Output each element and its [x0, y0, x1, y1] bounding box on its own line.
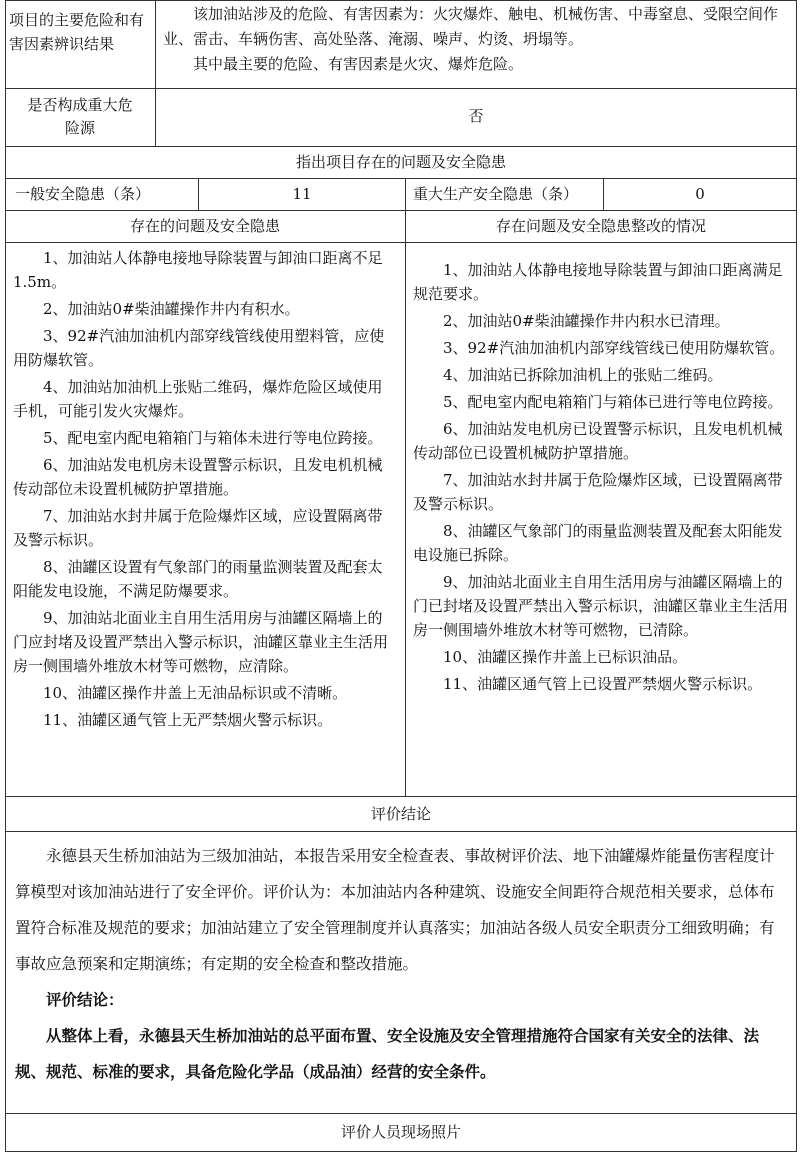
list-item: 9、加油站北面业主自用生活用房与油罐区隔墙上的门应封堵及设置严禁出入警示标识，油罐区靠业主生活用房一侧围墙外堆放木材等可燃物，应清除。: [13, 609, 389, 675]
report-table: [5, 0, 797, 1152]
hazards-label: 项目的主要危险和有害因素辨识结果: [9, 11, 145, 53]
row-divider: [5, 796, 797, 797]
list-item: 11、油罐区通气管上已设置严禁烟火警示标识。: [443, 675, 763, 693]
conclusion-label: 评价结论：: [46, 990, 124, 1009]
list-item: 4、加油站已拆除加油机上的张贴二维码。: [443, 366, 723, 384]
list-item: 2、加油站0#柴油罐操作井内有积水。: [43, 300, 300, 318]
list-item: 3、92#汽油加油机内部穿线管线已使用防爆软管。: [443, 339, 785, 357]
conclusion-final: 从整体上看，永德县天生桥加油站的总平面布置、安全设施及安全管理措施符合国家有关安全的法律、法规、规范、标准的要求，具备危险化学品（成品油）经营的安全条件。: [15, 1026, 760, 1081]
list-item: 11、油罐区通气管上无严禁烟火警示标识。: [43, 711, 333, 729]
list-item: 10、油罐区操作井盖上无油品标识或不清晰。: [43, 684, 348, 702]
list-item: 6、加油站发电机房已设置警示标识，且发电机机械传动部位已设置机械防护罩措施。: [413, 420, 783, 462]
row-divider: [5, 242, 797, 243]
list-item: 2、加油站0#柴油罐操作井内积水已清理。: [443, 312, 730, 330]
list-item: 7、加油站水封井属于危险爆炸区域，已设置隔离带及警示标识。: [413, 471, 783, 513]
list-item: 9、加油站北面业主自用生活用房与油罐区隔墙上的门已封堵及设置严禁出入警示标识，油罐区靠业主生活用房一侧围墙外堆放木材等可燃物，已清除。: [413, 573, 789, 639]
list-item: 1、加油站人体静电接地导除装置与卸油口距离不足1.5m。: [13, 249, 383, 291]
list-item: 3、92#汽油加油机内部穿线管线使用塑料管，应使用防爆软管。: [13, 327, 385, 369]
major-hazard-count-label: 重大生产安全隐患（条）: [413, 185, 579, 203]
major-hazard-count: 0: [695, 185, 705, 203]
list-item: 7、加油站水封井属于危险爆炸区域，应设置隔离带及警示标识。: [13, 507, 383, 549]
issues-header: 指出项目存在的问题及安全隐患: [295, 153, 506, 171]
list-item: 1、加油站人体静电接地导除装置与卸油口距离满足规范要求。: [413, 261, 783, 303]
conclusion-body: [15, 838, 787, 1090]
row-divider: [5, 178, 797, 179]
list-item: 6、加油站发电机房未设置警示标识，且发电机机械传动部位未设置机械防护罩措施。: [13, 456, 383, 498]
table-border: [5, 1151, 797, 1152]
hazards-content: [163, 2, 789, 77]
general-hazard-label: 一般安全隐患（条）: [15, 185, 151, 203]
rectifications-list: [413, 258, 789, 699]
column-divider: [405, 178, 406, 796]
list-item: 5、配电室内配电箱箱门与箱体未进行等电位跨接。: [43, 429, 383, 447]
list-item: 10、油罐区操作井盖上已标识油品。: [443, 648, 688, 666]
list-item: 8、油罐区设置有气象部门的雨量监测装置及配套太阳能发电设施，不满足防爆要求。: [13, 558, 383, 600]
row-divider: [5, 88, 797, 89]
row-divider: [5, 146, 797, 147]
table-border: [5, 0, 797, 1]
row-divider: [5, 210, 797, 211]
major-hazard-value: 否: [468, 107, 484, 125]
column-header-rectifications: 存在问题及安全隐患整改的情况: [495, 217, 706, 235]
row-divider: [5, 1113, 797, 1114]
hazards-main-text: 其中最主要的危险、有害因素是火灾、爆炸危险。: [193, 55, 524, 73]
major-hazard-label: 是否构成重大危险源: [27, 96, 133, 137]
list-item: 8、油罐区气象部门的雨量监测装置及配套太阳能发电设施已拆除。: [413, 522, 783, 564]
general-hazard-count: 11: [292, 185, 312, 203]
list-item: 4、加油站加油机上张贴二维码，爆炸危险区域使用手机，可能引发火灾爆炸。: [13, 378, 383, 420]
hazards-text: 该加油站涉及的危险、有害因素为：火灾爆炸、触电、机械伤害、中毒窒息、受限空间作业、雷击、车辆伤害、高处坠落、淹溺、噪声、灼烫、坍塌等。: [163, 5, 779, 48]
conclusion-header: 评价结论: [370, 805, 431, 823]
photos-header: 评价人员现场照片: [340, 1123, 461, 1141]
column-header-problems: 存在的问题及安全隐患: [129, 217, 280, 235]
row-divider: [5, 831, 797, 832]
conclusion-text: 永德县天生桥加油站为三级加油站，本报告采用安全检查表、事故树评价法、地下油罐爆炸能量伤害程度计算模型对该加油站进行了安全评价。评价认为：本加油站内各种建筑、设施安全间距符合规范相关要求，总体布置符合标准及规范的要求；加油站建立了安全管理制度并认真落实；加油站各级人员安全职责分工细致明确；有事故应急预案和定期演练；有定期的安全检查和整改措施。: [15, 847, 775, 973]
problems-list: [13, 246, 397, 735]
list-item: 5、配电室内配电箱箱门与箱体已进行等电位跨接。: [443, 393, 783, 411]
